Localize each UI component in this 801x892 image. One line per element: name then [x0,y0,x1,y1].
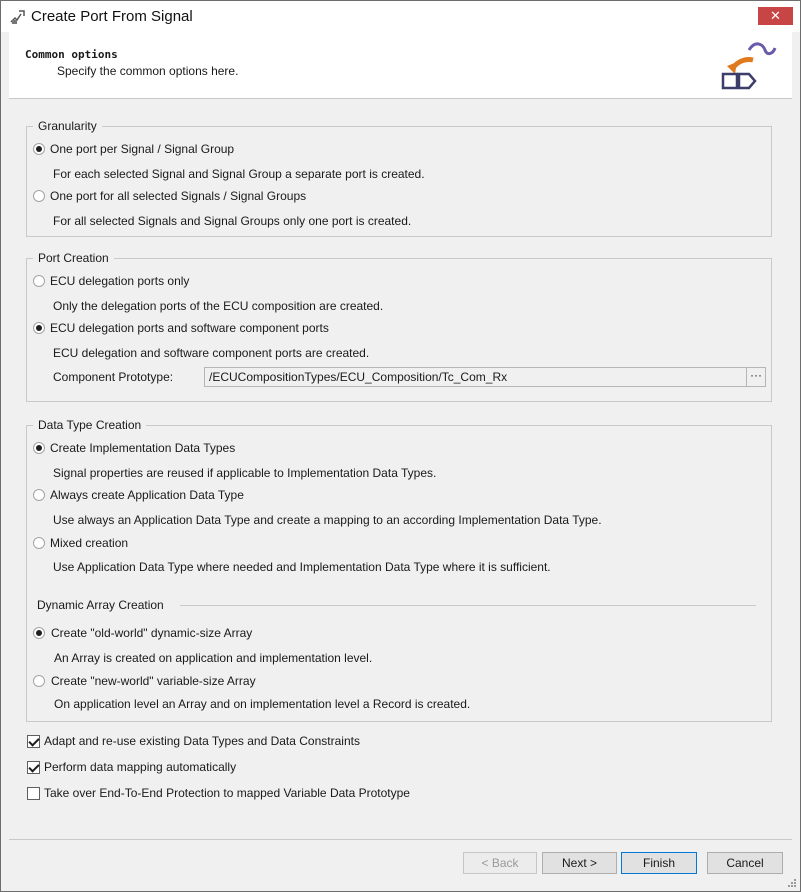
radio-indicator[interactable] [33,627,45,639]
resize-grip-icon[interactable] [787,878,797,888]
data-type-creation-group [26,418,772,722]
footer-divider [9,839,792,840]
component-prototype-label: Component Prototype: [53,370,174,384]
option-description: On application level an Array and on implementation level a Record is created. [54,697,471,711]
radio-indicator[interactable] [33,322,45,334]
option-description: Use always an Application Data Type and create a mapping to an according Implementation Data Type. [53,513,602,527]
radio-indicator[interactable] [33,275,45,287]
checkbox-label: Perform data mapping automatically [44,760,237,774]
option-description: ECU delegation and software component ports are created. [53,346,370,360]
radio-indicator[interactable] [33,442,45,454]
radio-label: ECU delegation ports and software component ports [50,321,329,335]
port-creation-group [26,251,772,402]
option-description: Only the delegation ports of the ECU composition are created. [53,299,384,313]
option-description: An Array is created on application and implementation level. [54,651,373,665]
radio-label: Mixed creation [50,536,129,550]
radio-indicator[interactable] [33,537,45,549]
granularity-legend: Granularity [33,119,102,133]
option-description: Use Application Data Type where needed and Implementation Data Type where it is sufficient. [53,560,551,574]
radio-label: ECU delegation ports only [50,274,190,288]
wizard-header [9,32,792,99]
checkbox-indicator[interactable] [27,787,40,800]
radio-indicator[interactable] [33,190,45,202]
data-type-creation-legend: Data Type Creation [33,418,146,432]
option-description: Signal properties are reused if applicable to Implementation Data Types. [53,466,437,480]
radio-label: Create Implementation Data Types [50,441,236,455]
component-prototype-field[interactable] [204,367,766,387]
close-button[interactable] [758,7,793,25]
page-description: Specify the common options here. [57,64,239,78]
port-from-signal-wizard-icon [715,36,777,94]
checkbox-indicator[interactable] [27,735,40,748]
finish-button[interactable]: Finish [621,852,697,874]
radio-indicator[interactable] [33,143,45,155]
cancel-button[interactable]: Cancel [707,852,783,874]
port-creation-legend: Port Creation [33,251,114,265]
option-description: For all selected Signals and Signal Groups only one port is created. [53,214,412,228]
radio-label: One port per Signal / Signal Group [50,142,235,156]
dynamic-array-title: Dynamic Array Creation [37,598,164,612]
back-button[interactable]: < Back [463,852,537,874]
app-icon [9,8,27,26]
checkbox-label: Adapt and re-use existing Data Types and Data Constraints [44,734,360,748]
window-title: Create Port From Signal [31,8,193,25]
radio-label: Create "old-world" dynamic-size Array [51,626,253,640]
radio-label: Always create Application Data Type [50,488,244,502]
close-icon: ✕ [770,8,781,23]
title-bar [1,1,800,32]
radio-indicator[interactable] [33,489,45,501]
browse-button[interactable]: ··· [746,368,765,386]
radio-label: Create "new-world" variable-size Array [51,674,256,688]
radio-indicator[interactable] [33,675,45,687]
next-button[interactable]: Next > [542,852,617,874]
subsection-divider [180,605,756,606]
page-title: Common options [25,48,118,61]
granularity-group [26,119,772,237]
component-prototype-value: /ECUCompositionTypes/ECU_Composition/Tc_Com_Rx [209,370,508,384]
radio-label: One port for all selected Signals / Signal Groups [50,189,307,203]
option-description: For each selected Signal and Signal Group a separate port is created. [53,167,425,181]
checkbox-label: Take over End-To-End Protection to mapped Variable Data Prototype [44,786,410,800]
checkbox-indicator[interactable] [27,761,40,774]
